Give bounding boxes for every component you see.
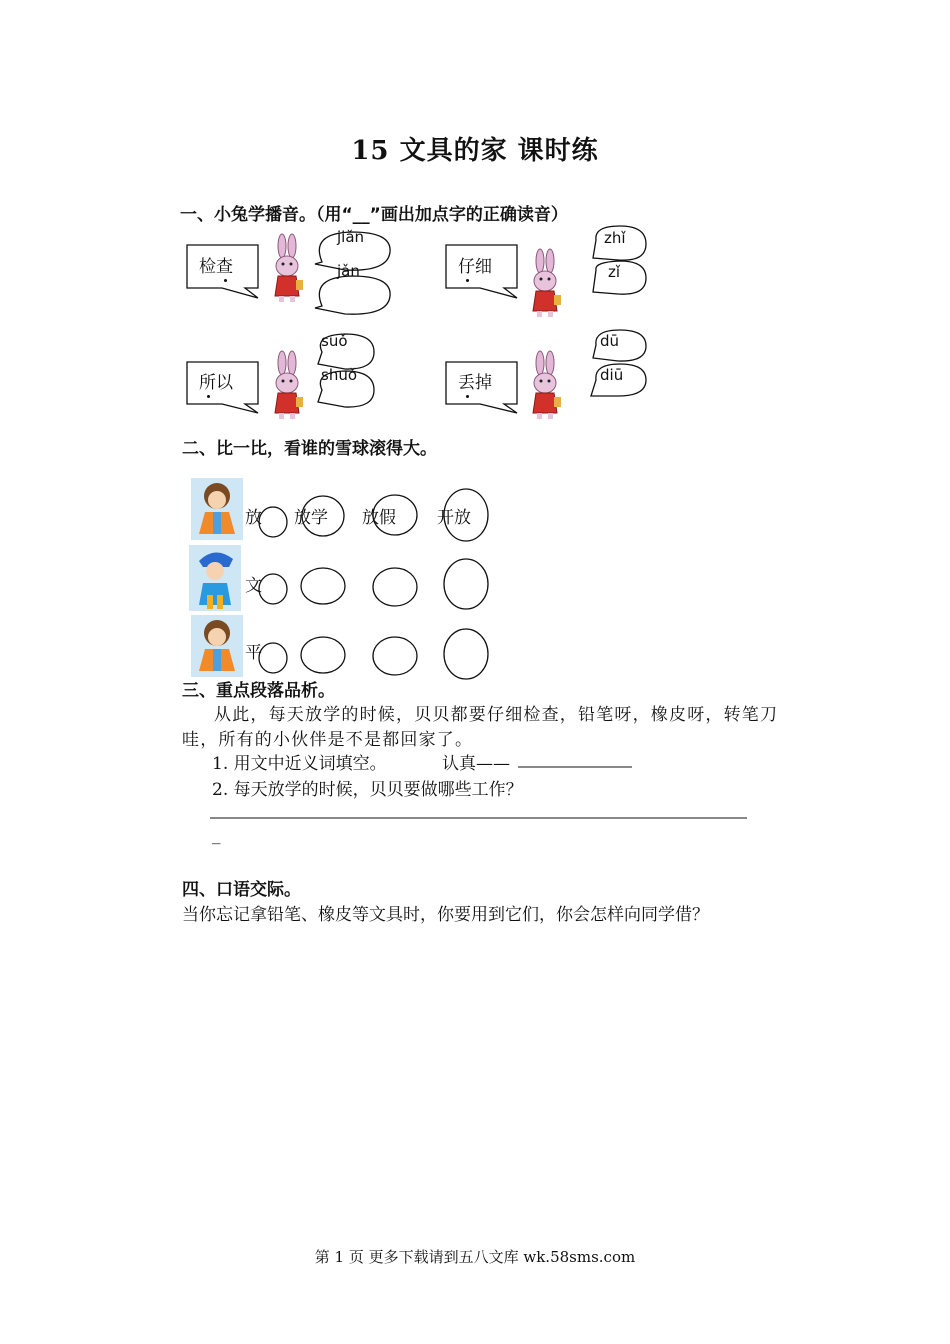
page-footer: 第 1 页 更多下载请到五八文库 wk.58sms.com xyxy=(314,1248,636,1266)
pinyin-option[interactable]: dū xyxy=(600,332,620,350)
pinyin-option[interactable]: zǐ xyxy=(608,263,621,281)
pinyin-option[interactable]: shuǒ xyxy=(321,366,358,384)
word-suoyi: 所以 xyxy=(199,373,233,393)
section1-heading: 一、小兔学播音。（用“__”画出加点字的正确读音） xyxy=(180,205,568,225)
snowball-word: 开放 xyxy=(437,508,471,528)
answer-line-end: _ xyxy=(212,825,221,845)
section4-question: 当你忘记拿铅笔、橡皮等文具时，你要用到它们，你会怎样向同学借？ xyxy=(182,905,709,925)
pinyin-option[interactable]: suǒ xyxy=(321,332,348,350)
section2-heading: 二、比一比，看谁的雪球滚得大。 xyxy=(182,439,437,459)
pinyin-option[interactable]: jǎn xyxy=(337,262,360,280)
paragraph-line: 哇，所有的小伙伴是不是都回家了。 xyxy=(182,730,474,750)
word-zixi: 仔细 xyxy=(458,257,492,277)
paragraph-line: 从此，每天放学的时候，贝贝都要仔细检查，铅笔呀，橡皮呀，转笔刀 xyxy=(214,705,779,725)
pinyin-option[interactable]: zhǐ xyxy=(604,229,626,247)
page-title: 15 文具的家 课时练 xyxy=(351,136,599,166)
snowball-char: 放 xyxy=(245,508,262,528)
section4-heading: 四、口语交际。 xyxy=(182,880,301,900)
pinyin-option[interactable]: jiǎn xyxy=(337,228,365,246)
question-2: 2. 每天放学的时候，贝贝要做哪些工作？ xyxy=(212,780,523,800)
word-jiancha: 检查 xyxy=(199,257,233,277)
word-diudiao: 丢掉 xyxy=(458,373,492,393)
answer-prefix: 认真—— xyxy=(442,754,510,774)
section3-heading: 三、重点段落品析。 xyxy=(182,681,335,701)
snowball-char: 文 xyxy=(245,576,262,596)
pinyin-option[interactable]: diū xyxy=(600,366,624,384)
snowball-char: 平 xyxy=(245,643,262,663)
question-1: 1. 用文中近义词填空。 xyxy=(212,754,387,774)
snowball-word: 放学 xyxy=(294,508,328,528)
snowball-word: 放假 xyxy=(362,508,396,528)
